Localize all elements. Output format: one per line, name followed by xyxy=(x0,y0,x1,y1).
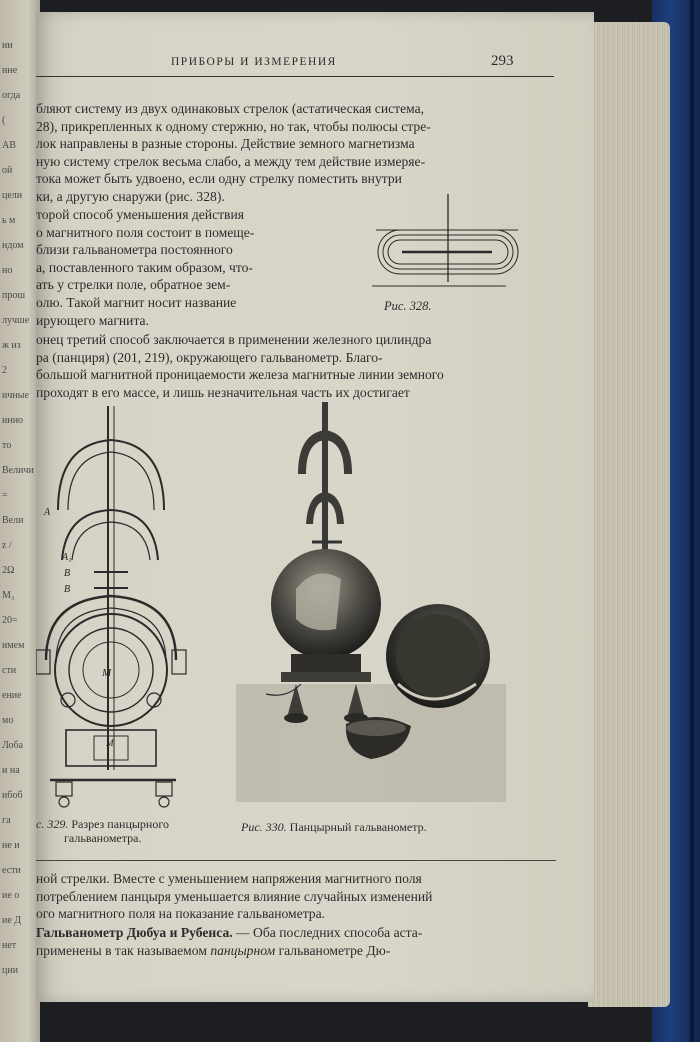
previous-page-text-fragment: 20= xyxy=(2,615,18,626)
figure-330-armored-galvanometer xyxy=(226,394,516,804)
section-rule xyxy=(36,860,556,861)
previous-page-text-fragment: ение xyxy=(2,690,22,701)
figure-328-coil-diagram xyxy=(366,190,526,310)
previous-page-text-fragment: то xyxy=(2,440,12,451)
text-line: тока может быть удвоено, если одну стрелку поместить внутри xyxy=(36,171,402,187)
text-line: олю. Такой магнит носит название xyxy=(36,294,237,310)
fig329-label-m: M xyxy=(102,667,112,679)
page-edges xyxy=(588,22,670,1007)
previous-page-text-fragment: Вели xyxy=(2,515,24,526)
previous-page-text-fragment: и на xyxy=(2,765,20,776)
previous-page-text-fragment: 2 xyxy=(2,365,7,376)
previous-page-text-fragment: ие о xyxy=(2,890,20,901)
previous-page-text-fragment: = xyxy=(2,490,8,501)
text-line: ной стрелки. Вместе с уменьшением напряжения магнитного поля xyxy=(36,871,422,886)
previous-page-text-fragment: Величи xyxy=(2,465,34,476)
previous-page-text-fragment: ж из xyxy=(2,340,21,351)
previous-page-text-fragment: нет xyxy=(2,940,17,951)
previous-page-text-fragment: ибоб xyxy=(2,790,23,801)
previous-page-text-fragment: прош xyxy=(2,290,26,301)
previous-page-text-fragment: ие Д xyxy=(2,915,22,926)
fig329-label-b2: B xyxy=(64,584,71,595)
figure-329-number: с. 329. xyxy=(36,817,69,831)
previous-page-text-fragment: цели xyxy=(2,190,23,201)
previous-page-text-fragment: ( xyxy=(2,115,6,126)
figure-330-caption-text: Панцырный гальванометр. xyxy=(289,820,427,834)
figure-328-number: Рис. 328. xyxy=(384,299,432,313)
running-title: ПРИБОРЫ И ИЗМЕРЕНИЯ xyxy=(171,56,337,68)
previous-page-text-fragment: z / xyxy=(2,540,12,551)
figure-330-caption xyxy=(241,820,427,834)
previous-page-text-fragment: лучше xyxy=(2,315,30,326)
previous-page-text-fragment: ции xyxy=(2,965,19,976)
previous-page-text-fragment: Лоба xyxy=(2,740,24,751)
text-line: ки, а другую снаружи (рис. 328). xyxy=(36,188,225,204)
previous-page-text-fragment: ии xyxy=(2,40,13,51)
previous-page-fragment xyxy=(0,0,40,1042)
text-line: а, поставленного таким образом, что- xyxy=(36,259,253,275)
figure-329-cross-section xyxy=(36,400,201,812)
fig329-label-m2: M xyxy=(106,738,114,748)
text-line: бляют систему из двух одинаковых стрелок (астатическая система, xyxy=(36,101,425,116)
previous-page-text-fragment: М₃ xyxy=(2,590,15,601)
previous-page-text-fragment: имем xyxy=(2,640,25,651)
text-fragment-italic: панцырном xyxy=(210,942,276,958)
fig329-label-a1: A₁ xyxy=(62,552,72,563)
text-line: проходят в его массе, и лишь незначительная часть их достигает xyxy=(36,384,410,400)
previous-page-text-fragment: ь м xyxy=(2,215,16,226)
paragraph-armor xyxy=(36,331,516,401)
text-line: ого магнитного поля на показание гальванометра. xyxy=(36,906,326,922)
previous-page-text-fragment: сти xyxy=(2,665,17,676)
fig329-label-a: A xyxy=(44,507,51,518)
text-line: ирующего магнита. xyxy=(36,312,149,328)
paragraph-compensating-magnet xyxy=(36,206,291,329)
previous-page-text-fragment: мо xyxy=(2,715,14,726)
previous-page-text-fragment: ндом xyxy=(2,240,24,251)
previous-page-text-fragment: 2Ω xyxy=(2,565,15,576)
paragraph-armor-effect xyxy=(36,870,516,923)
previous-page-text-fragment: нне xyxy=(2,65,18,76)
text-line: 28), прикрепленных к одному стержню, но так, чтобы полюсы стре- xyxy=(36,118,431,134)
figure-329-caption-text-1: Разрез панцырного xyxy=(71,817,169,831)
previous-page-text-fragment: ичные xyxy=(2,390,29,401)
paragraph-dubois-rubens xyxy=(36,924,516,959)
page-header xyxy=(36,53,556,76)
previous-page-text-fragment: огда xyxy=(2,90,21,101)
text-line: потреблением панцыря уменьшается влияние случайных изменений xyxy=(36,888,433,904)
text-fragment: применены в так называемом xyxy=(36,942,211,958)
section-heading: Гальванометр Дюбуа и Рубенса. xyxy=(36,925,233,940)
text-line xyxy=(36,924,516,942)
text-fragment: гальванометре Дю- xyxy=(275,942,391,958)
previous-page-text-fragment: не и xyxy=(2,840,20,851)
text-line: близи гальванометра постоянного xyxy=(36,242,233,258)
previous-page-text-fragment: АВ xyxy=(2,140,16,151)
book-page xyxy=(36,12,594,1002)
text-fragment: — Оба последних способа аста- xyxy=(232,925,423,940)
figure-330-number: Рис. 330. xyxy=(241,820,287,834)
text-line: онец третий способ заключается в применении железного цилиндра xyxy=(36,332,432,347)
text-line: торой способ уменьшения действия xyxy=(36,207,244,222)
previous-page-text-fragment: но xyxy=(2,265,13,276)
figure-329-caption-text-2: гальванометра. xyxy=(64,831,142,845)
text-line: лок направлены в разные стороны. Действие земного магнетизма xyxy=(36,136,415,152)
header-rule xyxy=(36,76,554,77)
previous-page-text-fragment: инно xyxy=(2,415,24,426)
text-line: ра (панциря) (201, 219), окружающего гальванометр. Благо- xyxy=(36,349,383,365)
text-line: ную систему стрелок весьма слабо, а между тем действие измеряе- xyxy=(36,153,426,169)
figure-328-caption xyxy=(384,299,432,313)
previous-page-text-fragment: ой xyxy=(2,165,13,176)
figure-329-caption xyxy=(36,817,169,845)
previous-page-text-fragment: ести xyxy=(2,865,21,876)
previous-page-text-fragment: га xyxy=(2,815,11,826)
text-line xyxy=(36,942,516,960)
text-line: ать у стрелки поле, обратное зем- xyxy=(36,277,231,293)
text-line: о магнитного поля состоит в помеще- xyxy=(36,224,255,240)
text-line: большой магнитной проницаемости железа магнитные линии земного xyxy=(36,367,444,383)
fig329-label-b: B xyxy=(64,568,71,579)
page-number: 293 xyxy=(491,53,514,69)
